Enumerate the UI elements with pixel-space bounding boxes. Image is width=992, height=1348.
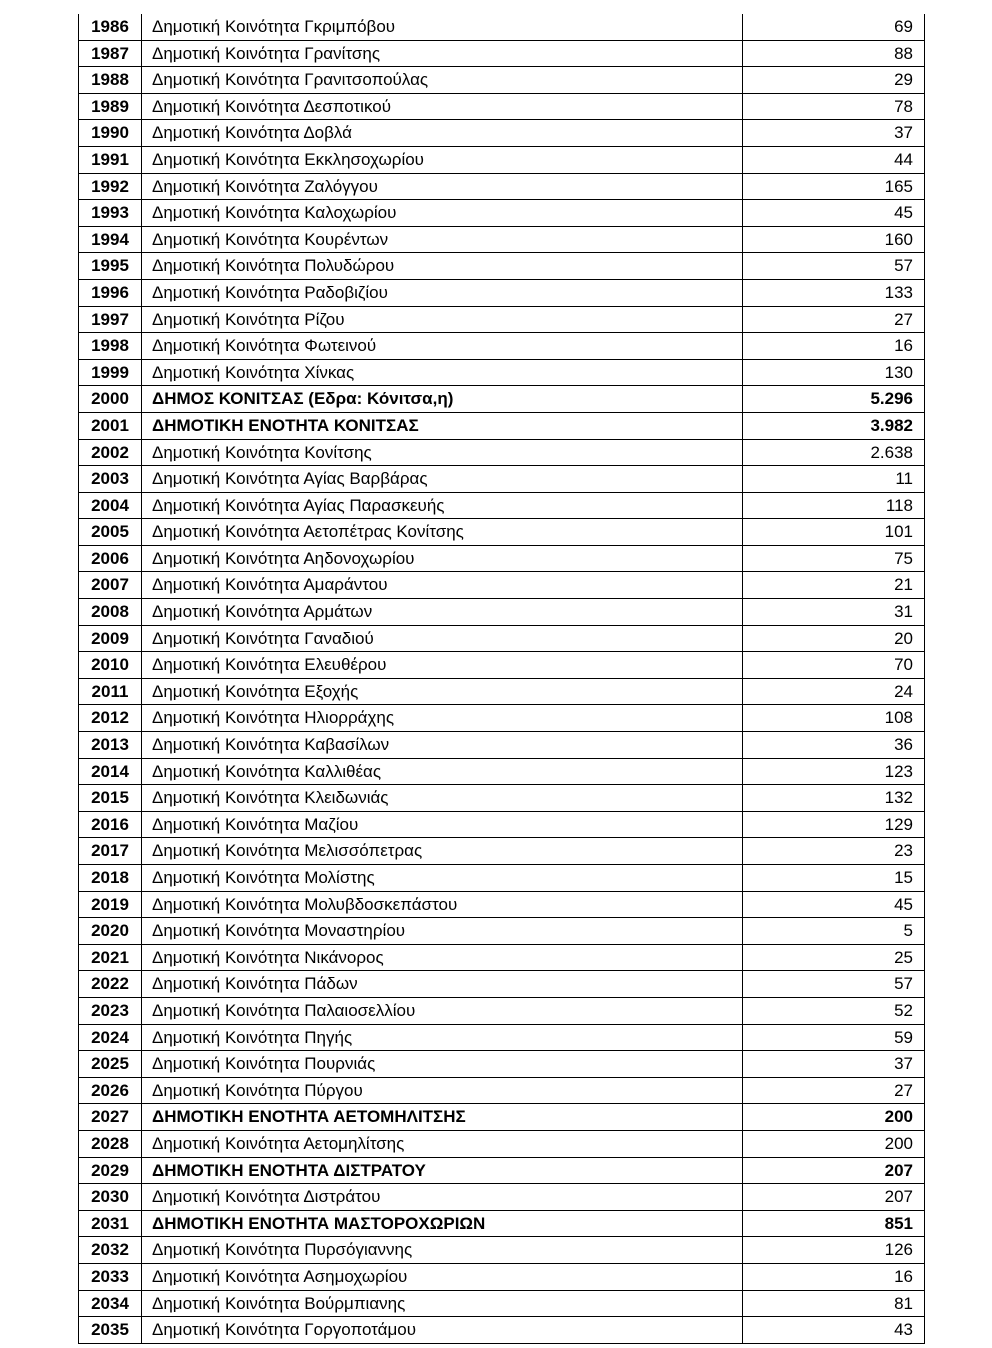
row-name: Δημοτική Κοινότητα Ζαλόγγου — [142, 173, 743, 200]
row-code: 2003 — [79, 466, 142, 493]
table-row — [79, 93, 925, 120]
table-row — [79, 519, 925, 546]
row-name: Δημοτική Κοινότητα Ρίζου — [142, 306, 743, 333]
row-value: 21 — [743, 572, 925, 599]
row-name: Δημοτική Κοινότητα Γοργοποτάμου — [142, 1317, 743, 1344]
row-value: 36 — [743, 732, 925, 759]
row-value: 5 — [743, 918, 925, 945]
row-code: 2031 — [79, 1210, 142, 1237]
row-name: Δημοτική Κοινότητα Μαζίου — [142, 811, 743, 838]
row-name: Δημοτική Κοινότητα Πολυδώρου — [142, 253, 743, 280]
table-row — [79, 652, 925, 679]
table-row-subtotal — [79, 1157, 925, 1184]
row-value: 160 — [743, 226, 925, 253]
table-row — [79, 838, 925, 865]
row-code: 2008 — [79, 599, 142, 626]
table-row — [79, 1077, 925, 1104]
row-name: Δημοτική Κοινότητα Καβασίλων — [142, 732, 743, 759]
row-value: 16 — [743, 1263, 925, 1290]
row-name: Δημοτική Κοινότητα Αμαράντου — [142, 572, 743, 599]
row-value: 37 — [743, 1051, 925, 1078]
table-row — [79, 865, 925, 892]
table-row — [79, 971, 925, 998]
row-value: 101 — [743, 519, 925, 546]
row-value: 45 — [743, 200, 925, 227]
row-code: 2018 — [79, 865, 142, 892]
table-row — [79, 14, 925, 40]
table-row — [79, 253, 925, 280]
table-row — [79, 625, 925, 652]
row-value: 69 — [743, 14, 925, 40]
table-body — [79, 14, 925, 1343]
row-name: Δημοτική Κοινότητα Μοναστηρίου — [142, 918, 743, 945]
table-row — [79, 1130, 925, 1157]
row-value: 44 — [743, 146, 925, 173]
row-code: 1986 — [79, 14, 142, 40]
table-row — [79, 67, 925, 94]
row-code: 2022 — [79, 971, 142, 998]
table-row — [79, 1024, 925, 1051]
row-name: Δημοτική Κοινότητα Αετομηλίτσης — [142, 1130, 743, 1157]
row-name: Δημοτική Κοινότητα Γρανιτσοπούλας — [142, 67, 743, 94]
row-value: 2.638 — [743, 439, 925, 466]
row-name: Δημοτική Κοινότητα Εκκλησοχωρίου — [142, 146, 743, 173]
row-code: 1988 — [79, 67, 142, 94]
row-value: 57 — [743, 971, 925, 998]
row-code: 2004 — [79, 492, 142, 519]
row-value: 78 — [743, 93, 925, 120]
table-row — [79, 785, 925, 812]
row-value: 5.296 — [743, 386, 925, 413]
row-code: 2007 — [79, 572, 142, 599]
row-value: 29 — [743, 67, 925, 94]
table-row — [79, 758, 925, 785]
row-name: Δημοτική Κοινότητα Χίνκας — [142, 359, 743, 386]
table-row — [79, 439, 925, 466]
table-row-subtotal — [79, 412, 925, 439]
row-name: Δημοτική Κοινότητα Μολυβδοσκεπάστου — [142, 891, 743, 918]
row-name: ΔΗΜΟΤΙΚΗ ΕΝΟΤΗΤΑ ΚΟΝΙΤΣΑΣ — [142, 412, 743, 439]
table-row — [79, 40, 925, 67]
row-name: Δημοτική Κοινότητα Διστράτου — [142, 1184, 743, 1211]
row-code: 2015 — [79, 785, 142, 812]
row-code: 1992 — [79, 173, 142, 200]
row-code: 2012 — [79, 705, 142, 732]
row-value: 126 — [743, 1237, 925, 1264]
row-name: Δημοτική Κοινότητα Ηλιορράχης — [142, 705, 743, 732]
row-value: 81 — [743, 1290, 925, 1317]
table-row-subtotal — [79, 1210, 925, 1237]
row-code: 2001 — [79, 412, 142, 439]
row-code: 2006 — [79, 545, 142, 572]
row-code: 1998 — [79, 333, 142, 360]
row-value: 20 — [743, 625, 925, 652]
table-row — [79, 811, 925, 838]
row-value: 207 — [743, 1157, 925, 1184]
row-name: Δημοτική Κοινότητα Αγίας Παρασκευής — [142, 492, 743, 519]
row-value: 59 — [743, 1024, 925, 1051]
row-name: Δημοτική Κοινότητα Κονίτσης — [142, 439, 743, 466]
row-value: 70 — [743, 652, 925, 679]
row-name: Δημοτική Κοινότητα Κλειδωνιάς — [142, 785, 743, 812]
row-value: 118 — [743, 492, 925, 519]
row-code: 2011 — [79, 678, 142, 705]
row-code: 2023 — [79, 997, 142, 1024]
table-row — [79, 306, 925, 333]
row-code: 1995 — [79, 253, 142, 280]
row-code: 2005 — [79, 519, 142, 546]
row-value: 15 — [743, 865, 925, 892]
row-code: 2026 — [79, 1077, 142, 1104]
table-row — [79, 333, 925, 360]
row-name: Δημοτική Κοινότητα Ελευθέρου — [142, 652, 743, 679]
row-value: 37 — [743, 120, 925, 147]
row-code: 2016 — [79, 811, 142, 838]
row-code: 2028 — [79, 1130, 142, 1157]
table-row — [79, 146, 925, 173]
row-name: Δημοτική Κοινότητα Αγίας Βαρβάρας — [142, 466, 743, 493]
row-value: 88 — [743, 40, 925, 67]
row-name: Δημοτική Κοινότητα Δοβλά — [142, 120, 743, 147]
row-value: 75 — [743, 545, 925, 572]
row-value: 45 — [743, 891, 925, 918]
row-name: Δημοτική Κοινότητα Πάδων — [142, 971, 743, 998]
row-value: 25 — [743, 944, 925, 971]
row-value: 200 — [743, 1104, 925, 1131]
row-name: Δημοτική Κοινότητα Κουρέντων — [142, 226, 743, 253]
row-value: 123 — [743, 758, 925, 785]
row-value: 27 — [743, 306, 925, 333]
row-value: 43 — [743, 1317, 925, 1344]
row-name: Δημοτική Κοινότητα Εξοχής — [142, 678, 743, 705]
table-row — [79, 545, 925, 572]
row-name: Δημοτική Κοινότητα Αηδονοχωρίου — [142, 545, 743, 572]
row-name: Δημοτική Κοινότητα Αετοπέτρας Κονίτσης — [142, 519, 743, 546]
row-value: 24 — [743, 678, 925, 705]
table-row — [79, 732, 925, 759]
row-value: 133 — [743, 279, 925, 306]
table-row — [79, 120, 925, 147]
row-code: 2029 — [79, 1157, 142, 1184]
row-name: Δημοτική Κοινότητα Καλοχωρίου — [142, 200, 743, 227]
table-row — [79, 1317, 925, 1344]
row-value: 23 — [743, 838, 925, 865]
row-name: ΔΗΜΟΣ ΚΟΝΙΤΣΑΣ (Εδρα: Κόνιτσα,η) — [142, 386, 743, 413]
row-code: 2034 — [79, 1290, 142, 1317]
table-row — [79, 599, 925, 626]
row-code: 1999 — [79, 359, 142, 386]
row-code: 2035 — [79, 1317, 142, 1344]
row-name: Δημοτική Κοινότητα Καλλιθέας — [142, 758, 743, 785]
row-code: 2013 — [79, 732, 142, 759]
row-value: 57 — [743, 253, 925, 280]
row-value: 52 — [743, 997, 925, 1024]
row-value: 11 — [743, 466, 925, 493]
row-code: 2020 — [79, 918, 142, 945]
table-row-subtotal — [79, 386, 925, 413]
row-code: 1990 — [79, 120, 142, 147]
row-name: Δημοτική Κοινότητα Δεσποτικού — [142, 93, 743, 120]
row-code: 2002 — [79, 439, 142, 466]
row-name: Δημοτική Κοινότητα Φωτεινού — [142, 333, 743, 360]
table-row — [79, 173, 925, 200]
row-name: Δημοτική Κοινότητα Μολίστης — [142, 865, 743, 892]
row-value: 207 — [743, 1184, 925, 1211]
table-row — [79, 1237, 925, 1264]
row-name: Δημοτική Κοινότητα Μελισσόπετρας — [142, 838, 743, 865]
row-name: Δημοτική Κοινότητα Ασημοχωρίου — [142, 1263, 743, 1290]
table-row — [79, 200, 925, 227]
table-row — [79, 944, 925, 971]
row-code: 1997 — [79, 306, 142, 333]
row-code: 1993 — [79, 200, 142, 227]
row-code: 2025 — [79, 1051, 142, 1078]
document-page — [78, 14, 914, 1344]
row-code: 2010 — [79, 652, 142, 679]
row-value: 108 — [743, 705, 925, 732]
row-code: 1987 — [79, 40, 142, 67]
row-code: 2000 — [79, 386, 142, 413]
table-row — [79, 997, 925, 1024]
row-code: 1994 — [79, 226, 142, 253]
row-name: Δημοτική Κοινότητα Βούρμπιανης — [142, 1290, 743, 1317]
row-value: 165 — [743, 173, 925, 200]
row-code: 2030 — [79, 1184, 142, 1211]
row-name: ΔΗΜΟΤΙΚΗ ΕΝΟΤΗΤΑ ΜΑΣΤΟΡΟΧΩΡΙΩΝ — [142, 1210, 743, 1237]
row-name: Δημοτική Κοινότητα Πύργου — [142, 1077, 743, 1104]
table-row — [79, 466, 925, 493]
table-row — [79, 918, 925, 945]
row-name: Δημοτική Κοινότητα Γρανίτσης — [142, 40, 743, 67]
row-value: 31 — [743, 599, 925, 626]
row-name: Δημοτική Κοινότητα Γαναδιού — [142, 625, 743, 652]
row-code: 1989 — [79, 93, 142, 120]
row-name: ΔΗΜΟΤΙΚΗ ΕΝΟΤΗΤΑ ΑΕΤΟΜΗΛΙΤΣΗΣ — [142, 1104, 743, 1131]
row-value: 129 — [743, 811, 925, 838]
table-row — [79, 492, 925, 519]
row-name: Δημοτική Κοινότητα Πηγής — [142, 1024, 743, 1051]
row-name: Δημοτική Κοινότητα Ραδοβιζίου — [142, 279, 743, 306]
table-row — [79, 1051, 925, 1078]
row-code: 2017 — [79, 838, 142, 865]
population-table — [78, 14, 925, 1344]
row-code: 2027 — [79, 1104, 142, 1131]
table-row — [79, 1184, 925, 1211]
row-name: ΔΗΜΟΤΙΚΗ ΕΝΟΤΗΤΑ ΔΙΣΤΡΑΤΟΥ — [142, 1157, 743, 1184]
row-code: 2021 — [79, 944, 142, 971]
row-code: 2024 — [79, 1024, 142, 1051]
row-code: 1996 — [79, 279, 142, 306]
row-value: 27 — [743, 1077, 925, 1104]
table-row — [79, 1290, 925, 1317]
table-row — [79, 572, 925, 599]
row-code: 2019 — [79, 891, 142, 918]
row-name: Δημοτική Κοινότητα Πουρνιάς — [142, 1051, 743, 1078]
table-row — [79, 891, 925, 918]
row-value: 130 — [743, 359, 925, 386]
table-row — [79, 705, 925, 732]
table-row — [79, 1263, 925, 1290]
table-row — [79, 359, 925, 386]
row-value: 132 — [743, 785, 925, 812]
row-code: 2014 — [79, 758, 142, 785]
row-code: 2009 — [79, 625, 142, 652]
table-row-subtotal — [79, 1104, 925, 1131]
table-row — [79, 279, 925, 306]
row-value: 200 — [743, 1130, 925, 1157]
table-row — [79, 678, 925, 705]
row-name: Δημοτική Κοινότητα Νικάνορος — [142, 944, 743, 971]
row-code: 2033 — [79, 1263, 142, 1290]
row-name: Δημοτική Κοινότητα Γκριμπόβου — [142, 14, 743, 40]
row-value: 3.982 — [743, 412, 925, 439]
row-code: 1991 — [79, 146, 142, 173]
row-name: Δημοτική Κοινότητα Παλαιοσελλίου — [142, 997, 743, 1024]
row-name: Δημοτική Κοινότητα Αρμάτων — [142, 599, 743, 626]
row-value: 851 — [743, 1210, 925, 1237]
row-code: 2032 — [79, 1237, 142, 1264]
table-row — [79, 226, 925, 253]
row-value: 16 — [743, 333, 925, 360]
row-name: Δημοτική Κοινότητα Πυρσόγιαννης — [142, 1237, 743, 1264]
